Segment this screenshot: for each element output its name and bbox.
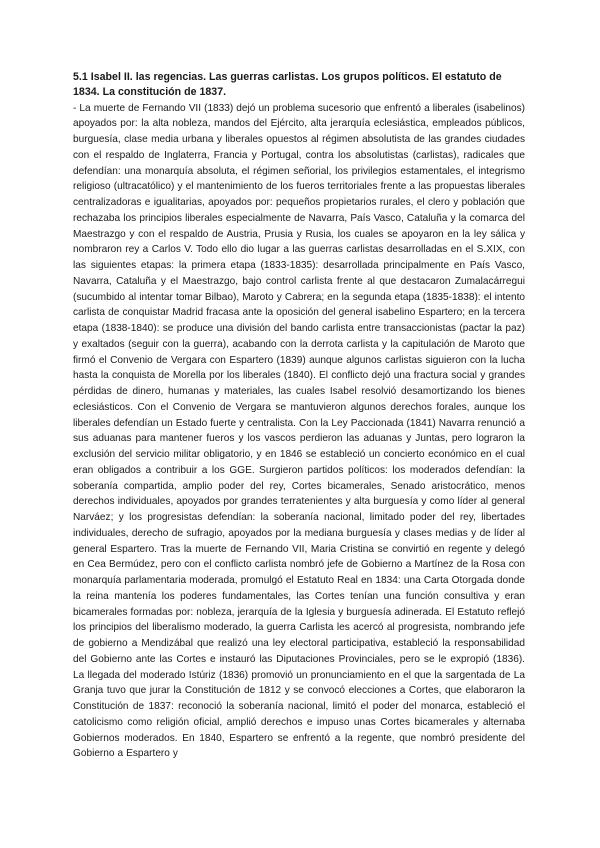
document-content xyxy=(73,70,525,762)
section-heading: 5.1 Isabel II. las regencias. Las guerras carlistas. Los grupos políticos. El estatuto de 1834. La constitución de 1837. xyxy=(73,71,502,99)
body-paragraph: - La muerte de Fernando VII (1833) dejó un problema sucesorio que enfrentó a liberales (isabelinos) apoyados por: la alta nobleza, mandos del Ejército, alta jerarquía eclesiástica, empleados públicos, burguesía, clase media urbana y liberales opuestos al régimen absolutista de las grandes ciudades con el respaldo de Inglaterra, Francia y Portugal, contra los absolutistas (carlistas), radicales que defendían: una monarquía absoluta, el régimen señorial, los privilegios estamentales, el integrismo religioso (ultracatólico) y el mantenimiento de los fueros territoriales frente a las propuestas liberales centralizadoras e igualitarias, apoyados por: pequeños propietarios rurales, el clero y población que rechazaba los principios liberales especialmente de Navarra, País Vasco, Cataluña y la comarca del Maestrazgo y con el respaldo de Austria, Prusia y Rusia, los cuales se apoyaron en la ley sálica y nombraron rey a Carlos V. Todo ello dio lugar a las guerras carlistas desarrolladas en el S.XIX, con las siguientes etapas: la primera etapa (1833-1835): desarrollada principalmente en País Vasco, Navarra, Cataluña y el Maestrazgo, bajo control carlista frente al que destacaron Zumalacárregui (sucumbido al intentar tomar Bilbao), Maroto y Cabrera; en la segunda etapa (1835-1838): el intento carlista de conquistar Madrid fracasa ante la oposición del general isabelino Espartero; en la tercera etapa (1838-1840): se produce una división del bando carlista entre transaccionistas (pactar la paz) y exaltados (seguir con la guerra), acabando con la derrota carlista y la capitulación de Maroto que firmó el Convenio de Vergara con Espartero (1839) aunque algunos carlistas siguieron con la lucha hasta la conquista de Morella por los liberales (1840). El conflicto dejó una fractura social y grandes pérdidas de dinero, humanas y materiales, las cuales Isabel resolvió desamortizando los bienes eclesiásticos. Con el Convenio de Vergara se mantuvieron algunos derechos forales, aunque los liberales defendían un Estado fuerte y centralista. Con la Ley Paccionada (1841) Navarra renunció a sus aduanas para mantener fueros y los vascos perdieron las aduanas y Juntas, pero lograron la exclusión del servicio militar obligatorio, y en 1846 se estableció un concierto económico en el cual eran obligados a contribuir a los GGE. Surgieron partidos políticos: los moderados defendían: la soberanía compartida, amplio poder del rey, Cortes bicamerales, Senado aristocrático, menos derechos individuales, apoyados por grandes terratenientes y alta burguesía y como líder al general Narváez; y los progresistas defendían: la soberanía nacional, limitado poder del rey, libertades individuales, derecho de sufragio, apoyados por la mediana burguesía y clases medias y de líder al general Espartero. Tras la muerte de Fernando VII, Maria Cristina se convirtió en regente y delegó en Cea Bermúdez, pero con el conflicto carlista nombró jefe de Gobierno a Martínez de la Rosa con monarquía parlamentaria moderada, promulgó el Estatuto Real en 1834: una Carta Otorgada donde la reina mantenía los poderes fundamentales, las Cortes tenían una función consultiva y eran bicamerales formadas por: nobleza, jerarquía de la Iglesia y burguesía adinerada. El Estatuto reflejó los principios del liberalismo moderado, la guerra Carlista les acercó al progresista, nombrando jefe de gobierno a Mendizábal que realizó una ley electoral participativa, estableció la responsabilidad del Gobierno ante las Cortes e instauró las Diputaciones Provinciales, pero se le expropió (1836). La llegada del moderado Istúriz (1836) promovió un pronunciamiento en el que la sargentada de La Granja tuvo que jurar la Constitución de 1812 y se convocó elecciones a Cortes, que elaboraron la Constitución de 1837: reconoció la soberanía nacional, limitó el poder del monarca, estableció el catolicismo como religión oficial, amplió derechos e impuso unas Cortes bicamerales y alternaba Gobiernos moderados. En 1840, Espartero se enfrentó a la regente, que nombró presidente del Gobierno a Espartero y xyxy=(73,102,525,760)
